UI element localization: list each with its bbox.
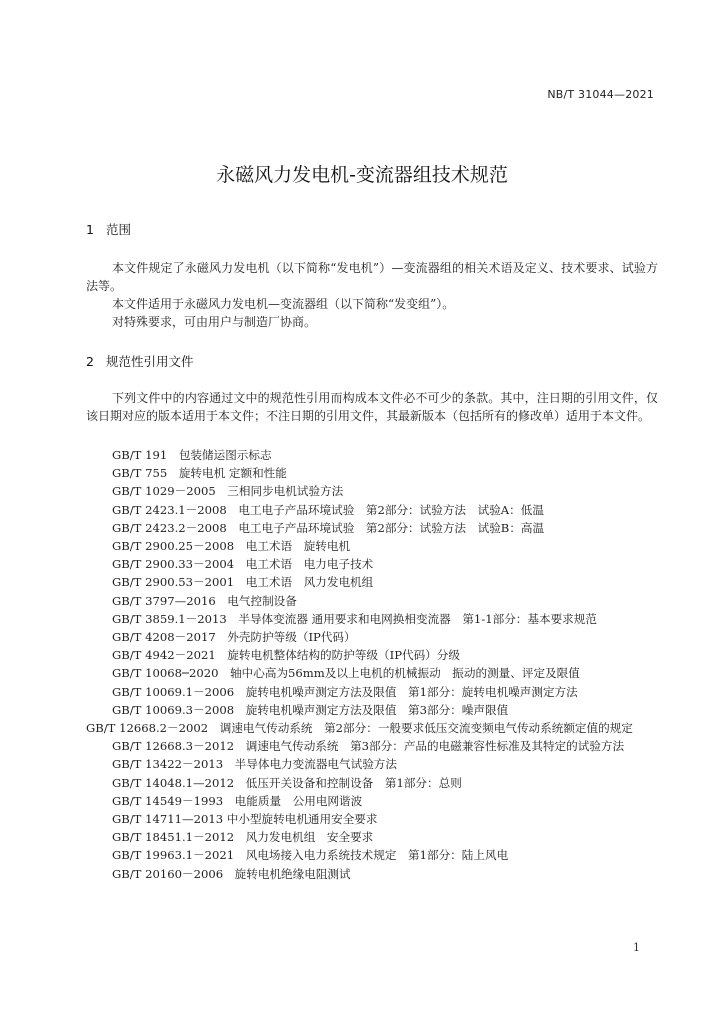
reference-item: GB/T 4208－2017 外壳防护等级（IP代码）: [112, 630, 356, 645]
reference-item: GB/T 20160－2006 旋转电机绝缘电阻测试: [112, 866, 351, 881]
reference-item: GB/T 10068─2020 轴中心高为56mm及以上电机的机械振动 振动的测量、评定及限值: [112, 666, 580, 681]
reference-item: GB/T 2900.25－2008 电工术语 旋转电机: [112, 539, 351, 554]
reference-item: GB/T 10069.3－2008 旋转电机噪声测定方法及限值 第3部分：噪声限值: [112, 702, 509, 717]
section-2-heading: [86, 352, 194, 370]
reference-item: GB/T 10069.1－2006 旋转电机噪声测定方法及限值 第1部分：旋转电机噪声测定方法: [112, 684, 578, 699]
section-number: 1: [86, 222, 94, 237]
reference-item: GB/T 14048.1—2012 低压开关设备和控制设备 第1部分：总则: [112, 775, 462, 790]
paragraph: 本文件适用于永磁风力发电机—变流器组（以下简称“发变组”）。: [112, 297, 455, 311]
reference-item: GB/T 2900.33－2004 电工术语 电力电子技术: [112, 557, 374, 572]
paragraph: 下列文件中的内容通过文中的规范性引用而构成本文件必不可少的条款。其中，注日期的引用文件，仅该日期对应的版本适用于本文件；不注日期的引用文件，其最新版本（包括所有的修改单）适用于本文件。: [86, 391, 658, 423]
reference-item: GB/T 3859.1－2013 半导体变流器 通用要求和电网换相变流器 第1-1部分：基本要求规范: [112, 611, 597, 626]
page-number: 1: [633, 941, 640, 954]
section-1-heading: [86, 220, 131, 238]
reference-item: GB/T 18451.1－2012 风力发电机组 安全要求: [112, 830, 374, 845]
reference-item: GB/T 12668.2－2002 调速电气传动系统 第2部分：一般要求低压交流变频电气传动系统额定值的规定: [86, 721, 633, 736]
paragraph: 对特殊要求，可由用户与制造厂协商。: [112, 315, 317, 329]
reference-item: GB/T 4942－2021 旋转电机整体结构的防护等级（IP代码）分级: [112, 648, 460, 663]
reference-item: GB/T 2423.1－2008 电工电子产品环境试验 第2部分：试验方法 试验A：低温: [112, 502, 544, 517]
section-title: 范围: [106, 222, 132, 237]
reference-item: GB/T 1029－2005 三相同步电机试验方法: [112, 484, 344, 499]
reference-item: GB/T 19963.1－2021 风电场接入电力系统技术规定 第1部分：陆上风电: [112, 848, 509, 863]
reference-item: GB/T 2900.53－2001 电工术语 风力发电机组: [112, 575, 374, 590]
reference-item: GB/T 755 旋转电机 定额和性能: [112, 466, 287, 481]
section-title: 规范性引用文件: [106, 354, 194, 369]
reference-item: GB/T 191 包装储运图示标志: [112, 448, 272, 462]
reference-item: GB/T 14549－1993 电能质量 公用电网谐波: [112, 793, 363, 808]
reference-item: GB/T 13422－2013 半导体电力变流器电气试验方法: [112, 757, 397, 772]
section-number: 2: [86, 354, 94, 369]
paragraph: 本文件规定了永磁风力发电机（以下简称“发电机”）—变流器组的相关术语及定义、技术要求、试验方法等。: [86, 261, 658, 293]
reference-list: [86, 446, 672, 883]
reference-item: GB/T 12668.3－2012 调速电气传动系统 第3部分：产品的电磁兼容性标准及其特定的试验方法: [112, 739, 625, 754]
standard-code: NB/T 31044—2021: [547, 88, 654, 101]
reference-item: GB/T 14711—2013 中小型旋转电机通用安全要求: [112, 812, 378, 827]
reference-item: GB/T 2423.2－2008 电工电子产品环境试验 第2部分：试验方法 试验B：高温: [112, 520, 545, 535]
document-title: 永磁风力发电机-变流器组技术规范: [216, 164, 508, 186]
reference-item: GB/T 3797—2016 电气控制设备: [112, 593, 297, 608]
